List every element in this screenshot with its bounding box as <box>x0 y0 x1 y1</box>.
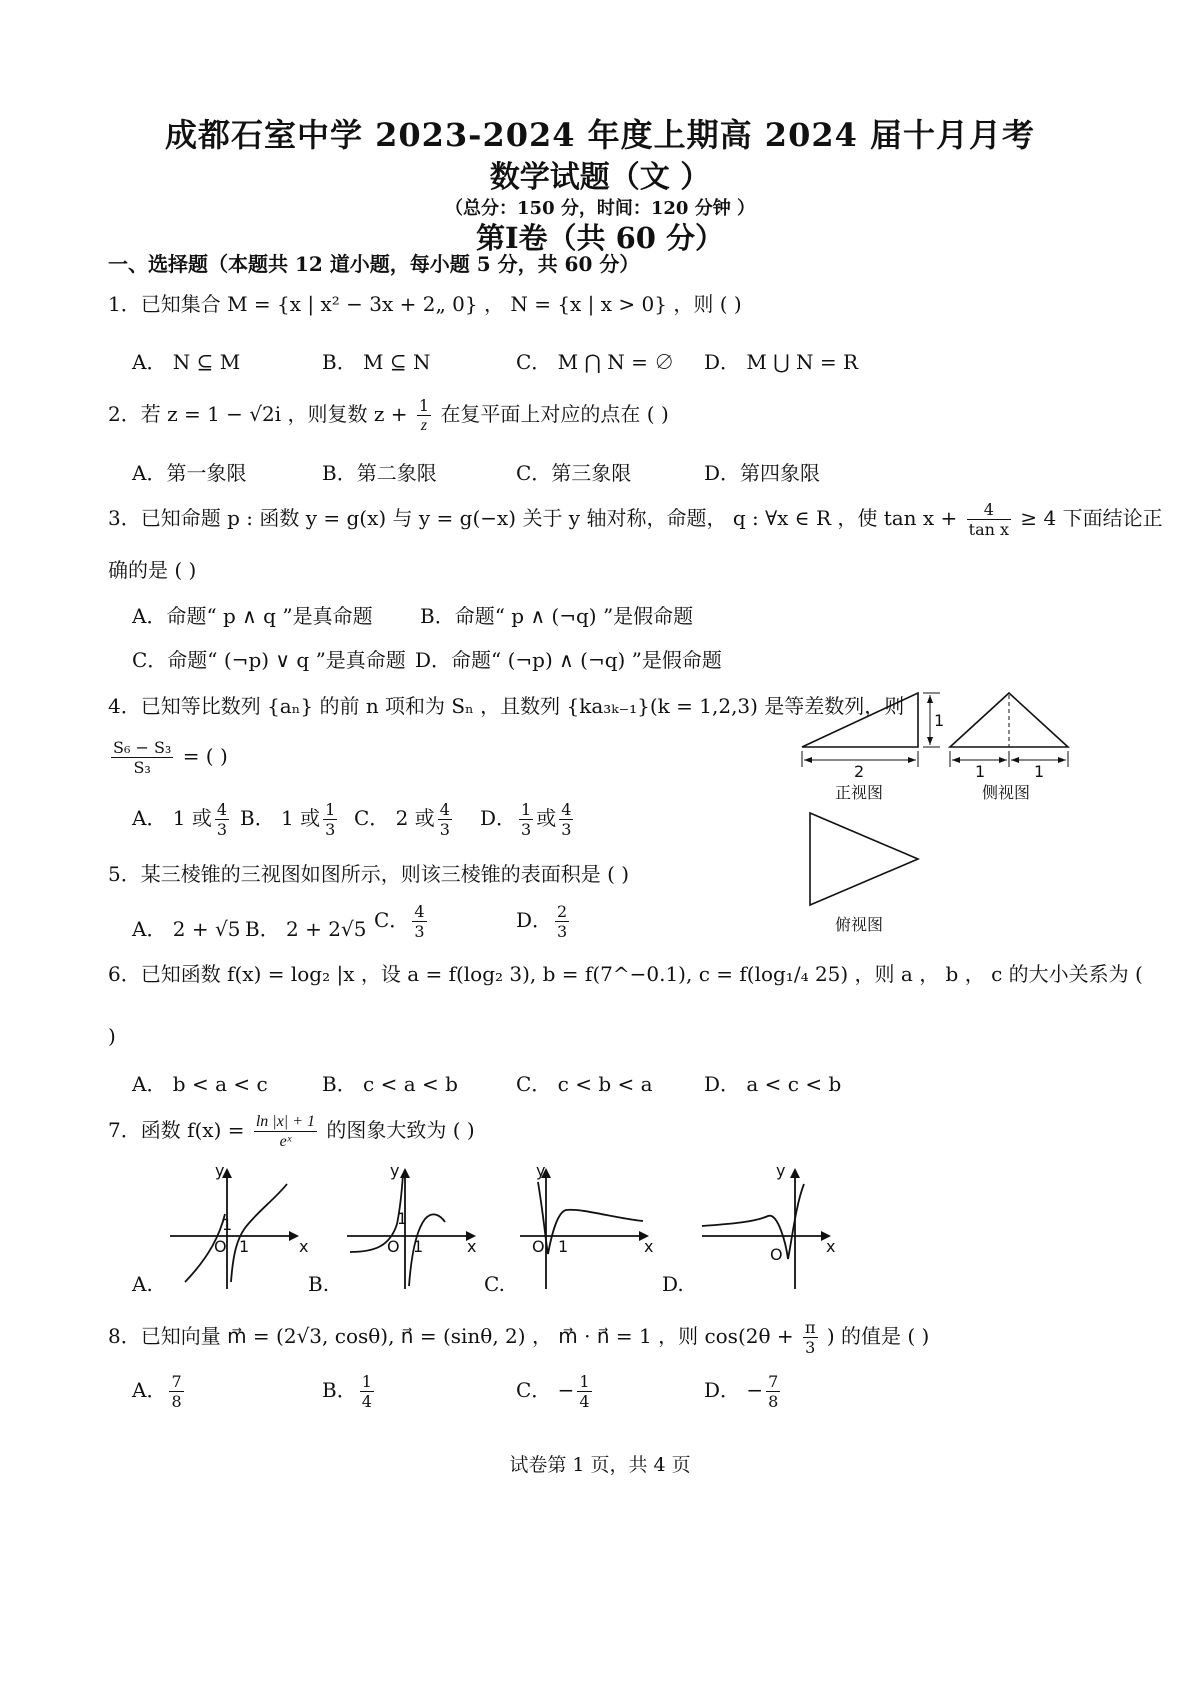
graph-option-c <box>518 1164 668 1294</box>
svg-text:x: x <box>299 1237 309 1256</box>
q5-option-c[interactable]: C． $\frac{4}{3}$ <box>374 902 425 941</box>
question-7-stem: 7．函数 f(x) = $\frac{\ln |x| + 1}{\text{eˣ}}$ 的图象大致为 ( ) <box>108 1113 475 1150</box>
q6-option-c[interactable]: C． c < b < a <box>516 1072 653 1096</box>
q1-option-a[interactable]: A． N ⊆ M <box>132 350 241 374</box>
q7-option-c[interactable]: C. <box>484 1272 505 1296</box>
q2-stem-pre: 2．若 z = 1 − √2i ，则复数 z + <box>108 402 408 426</box>
side-left-label: 1 <box>975 762 986 781</box>
q4-stem-tail: = ( ) <box>182 744 228 768</box>
q5-option-b[interactable]: B． 2 + 2√5 <box>245 917 367 941</box>
question-4-stem: 4．已知等比数列 {aₙ} 的前 n 项和为 Sₙ ，且数列 {ka₃ₖ₋₁}(k = 1,2,3) 是等差数列，则 <box>108 694 905 718</box>
svg-text:x: x <box>826 1237 836 1256</box>
question-3-stem-line2: 确的是 ( ) <box>108 558 197 582</box>
q3-fraction: $\frac{4}{\text{tan x}}$ <box>968 500 1010 539</box>
q2-stem-post: 在复平面上对应的点在 ( ) <box>440 402 669 426</box>
q6-option-b[interactable]: B． c < a < b <box>322 1072 458 1096</box>
question-2-stem <box>108 396 669 435</box>
svg-text:y: y <box>390 1164 400 1180</box>
svg-text:1: 1 <box>239 1237 250 1256</box>
q4-option-d[interactable]: D． $\frac{1}{3}$ 或 $\frac{4}{3}$ <box>480 800 572 839</box>
svg-text:O: O <box>214 1237 227 1256</box>
svg-text:y: y <box>215 1164 225 1180</box>
q8-option-a[interactable]: A． $\frac{7}{8}$ <box>132 1372 182 1411</box>
svg-text:1: 1 <box>413 1237 424 1256</box>
question-5-stem: 5．某三棱锥的三视图如图所示，则该三棱锥的表面积是 ( ) <box>108 862 630 886</box>
question-3-stem <box>108 500 1163 539</box>
q7-fraction: $\frac{\ln |x| + 1}{\text{eˣ}}$ <box>255 1113 315 1150</box>
q1-option-b[interactable]: B． M ⊆ N <box>322 350 431 374</box>
q6-option-d[interactable]: D． a < c < b <box>704 1072 842 1096</box>
page-footer: 试卷第 1 页，共 4 页 <box>509 1454 691 1476</box>
exam-title-line1: 成都石室中学 2023-2024 年度上期高 2024 届十月月考 <box>164 116 1036 154</box>
svg-text:O: O <box>770 1245 783 1264</box>
q8-option-b[interactable]: B． $\frac{1}{4}$ <box>322 1372 372 1411</box>
q3-option-a[interactable]: A．命题“ p ∧ q ”是真命题 <box>132 604 373 628</box>
q6-option-a[interactable]: A． b < a < c <box>132 1072 268 1096</box>
q7-option-d[interactable]: D. <box>662 1272 684 1296</box>
front-view-label: 正视图 <box>835 783 884 802</box>
q3-option-b[interactable]: B．命题“ p ∧ (¬q) ”是假命题 <box>420 604 694 628</box>
q2-option-d[interactable]: D．第四象限 <box>704 461 821 485</box>
q3-stem-pre: 3．已知命题 p : 函数 y = g(x) 与 y = g(−x) 关于 y 轴对称，命题， q : ∀x ∈ R ，使 tan x + <box>108 506 958 530</box>
svg-text:1: 1 <box>397 1209 408 1228</box>
svg-text:O: O <box>387 1237 400 1256</box>
question-1-stem: 1．已知集合 M = {x | x² − 3x + 2„ 0} ， N = {x | x > 0} ，则 ( ) <box>108 292 742 316</box>
side-view-label: 侧视图 <box>982 783 1031 802</box>
q4-option-a[interactable]: A． 1 或 $\frac{4}{3}$ <box>132 800 228 839</box>
q1-option-c[interactable]: C． M ⋂ N = ∅ <box>516 350 675 374</box>
q8-option-d[interactable]: D． − $\frac{7}{8}$ <box>704 1372 779 1411</box>
side-right-label: 1 <box>1034 762 1045 781</box>
svg-text:x: x <box>467 1237 477 1256</box>
graph-option-d <box>700 1164 850 1294</box>
graph-option-b <box>345 1164 495 1294</box>
q2-option-a[interactable]: A．第一象限 <box>132 461 247 485</box>
top-view-triangle <box>810 813 918 905</box>
q5-option-a[interactable]: A． 2 + √5 <box>132 917 241 941</box>
q8-option-c[interactable]: C． − $\frac{1}{4}$ <box>516 1372 590 1411</box>
q7-option-b[interactable]: B. <box>308 1272 330 1296</box>
svg-text:y: y <box>536 1164 546 1180</box>
q3-stem-post: ≥ 4 下面结论正 <box>1020 506 1163 530</box>
q2-fraction: $\frac{1}{z}$ <box>418 396 430 434</box>
three-view-figure <box>790 685 1080 940</box>
q4-option-c[interactable]: C． 2 或 $\frac{4}{3}$ <box>354 800 450 839</box>
q2-option-c[interactable]: C．第三象限 <box>516 461 632 485</box>
q4-fraction: $\frac{\text{S₆ − S₃}}{\text{S₃}}$ <box>113 738 172 777</box>
graph-option-a <box>165 1164 315 1294</box>
question-8-stem: 8．已知向量 m⃗ = (2√3, cosθ), n⃗ = (sinθ, 2) ， m⃗ · n⃗ = 1 ，则 cos(2θ + $\frac{\pi}{3}$ ) 的值是 ( ) <box>108 1318 930 1357</box>
svg-text:1: 1 <box>558 1237 569 1256</box>
q8-fraction: $\frac{\pi}{3}$ <box>805 1318 816 1357</box>
volume-heading: 第Ⅰ卷（共 60 分） <box>475 221 725 255</box>
q4-option-b[interactable]: B． 1 或 $\frac{1}{3}$ <box>240 800 336 839</box>
svg-text:O: O <box>532 1237 545 1256</box>
top-view-label: 俯视图 <box>835 915 884 934</box>
svg-text:x: x <box>644 1237 654 1256</box>
svg-text:1: 1 <box>222 1215 233 1234</box>
svg-text:y: y <box>776 1164 786 1180</box>
q7-option-a[interactable]: A. <box>132 1272 153 1296</box>
question-6-stem: 6．已知函数 f(x) = log₂ |x ，设 a = f(log₂ 3), b = f(7^−0.1), c = f(log₁/₄ 25) ，则 a ， b ， c 的大小关系为 ( <box>108 962 1143 986</box>
q3-option-d[interactable]: D．命题“ (¬p) ∧ (¬q) ”是假命题 <box>415 648 722 672</box>
section-heading: 一、选择题（本题共 12 道小题，每小题 5 分，共 60 分） <box>108 252 640 276</box>
front-view-triangle <box>802 693 918 747</box>
q2-option-b[interactable]: B．第二象限 <box>322 461 437 485</box>
front-width-label: 2 <box>854 762 865 781</box>
exam-meta: （总分：150 分，时间：120 分钟 ） <box>445 198 755 219</box>
q5-option-d[interactable]: D． $\frac{2}{3}$ <box>516 902 568 941</box>
front-height-label: 1 <box>934 711 945 730</box>
question-6-stem-line2: ) <box>108 1024 116 1048</box>
exam-title-line2: 数学试题（文 ） <box>489 160 711 195</box>
question-4-expression <box>108 738 228 777</box>
q1-option-d[interactable]: D． M ⋃ N = R <box>704 350 859 374</box>
q3-option-c[interactable]: C．命题“ (¬p) ∨ q ”是真命题 <box>132 648 406 672</box>
